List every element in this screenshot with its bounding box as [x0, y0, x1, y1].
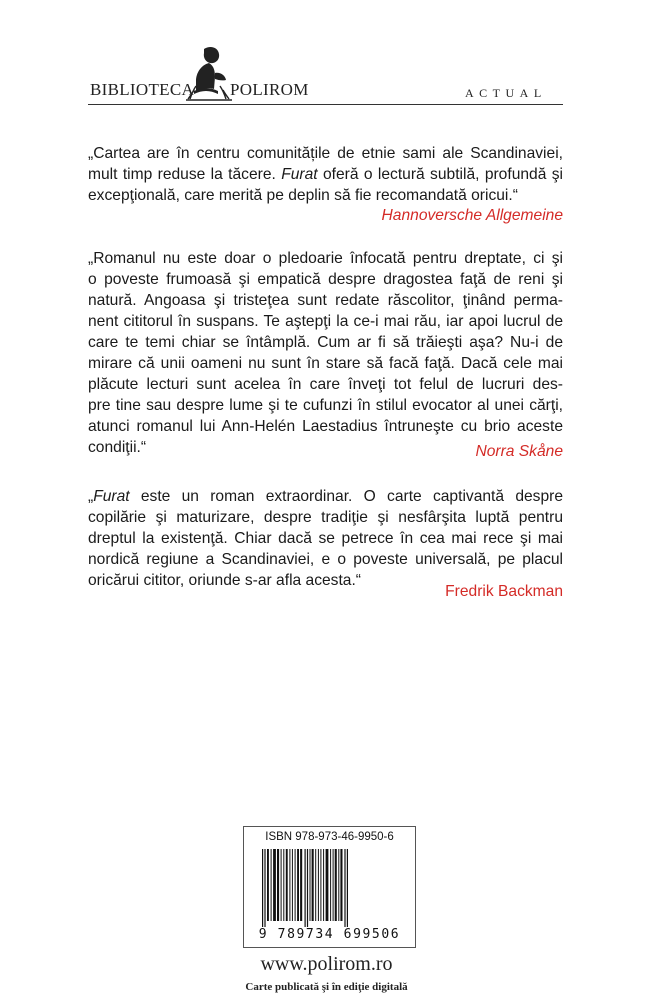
- barcode-box: [243, 826, 416, 948]
- barcode-bar: [262, 849, 263, 927]
- quote-line: „Cartea are în centru comunitățile de etnie sami ale Scandinaviei,: [88, 145, 563, 162]
- quote-line: natură. Angoasa şi tristeţea sunt redate răscolitor, ţinând perma-: [88, 292, 563, 309]
- barcode-bar: [333, 849, 334, 921]
- barcode-number: 9 789734 699506: [258, 927, 401, 942]
- quote-line: mirare că unii oameni nu sunt în stare să facă faţă. Dacă cele mai: [88, 355, 563, 372]
- review-source-1: Hannoversche Allgemeine: [381, 207, 563, 224]
- reading-figure-icon: [182, 43, 236, 101]
- quote-line: „Furat este un roman extraordinar. O carte captivantă despre: [88, 488, 563, 505]
- quote-line: dreptul la existenţă. Chiar dacă se petrece în cea mai rece şi mai: [88, 530, 563, 547]
- quote-line: o poveste frumoasă şi empatică despre dragostea faţă de reni şi: [88, 271, 563, 288]
- barcode-bar: [281, 849, 282, 921]
- barcode-bar: [271, 849, 272, 921]
- barcode-bar: [330, 849, 331, 921]
- barcode-bar: [305, 849, 306, 927]
- barcode-bar: [273, 849, 276, 921]
- barcode-bar: [340, 849, 342, 921]
- publisher-website: www.polirom.ro: [260, 953, 393, 975]
- barcode-bar: [320, 849, 321, 921]
- barcode-bar: [286, 849, 288, 921]
- barcode-bar: [300, 849, 302, 921]
- imprint-label: ACTUAL: [465, 86, 547, 100]
- barcode-icon: [258, 849, 401, 927]
- quote-line: excepţională, care merită pe deplin să fie recomandată oricui.“: [88, 187, 518, 204]
- barcode-bar: [312, 849, 314, 921]
- barcode-bar: [335, 849, 337, 921]
- review-source-3: Fredrik Backman: [445, 583, 563, 600]
- quote-line: nordică regiune a Scandinaviei, e o poveste universală, pe placul: [88, 551, 563, 568]
- quote-line: condiţii.“: [88, 439, 147, 456]
- quote-line: atunci romanul lui Ann-Helén Laestadius întruneşte cu brio aceste: [88, 418, 563, 435]
- barcode-bar: [307, 849, 308, 927]
- quote-line: mult timp reduse la tăcere. Furat oferă o lectură subtilă, profundă şi: [88, 166, 563, 183]
- barcode-bar: [344, 849, 345, 927]
- barcode-bar: [292, 849, 293, 921]
- barcode-bar: [289, 849, 290, 921]
- quote-line: „Romanul nu este doar o pledoarie înfocată pentru dreptate, ci şi: [88, 250, 563, 267]
- barcode-bar: [310, 849, 311, 921]
- barcode-bar: [283, 849, 284, 921]
- barcode-bar: [297, 849, 299, 921]
- barcode-bar: [277, 849, 279, 921]
- quote-line: copilărie şi maturizare, despre tradiţie şi nesfârşita luptă pentru: [88, 509, 563, 526]
- barcode-bar: [347, 849, 348, 927]
- review-quote-3: [88, 486, 563, 591]
- review-quote-1: [88, 143, 563, 206]
- isbn-label: ISBN 978-973-46-9950-6: [265, 831, 394, 843]
- quote-line: pre tine sau despre lume şi te cufunzi în stilul evocator al unei cărţi,: [88, 397, 563, 414]
- barcode-bar: [267, 849, 269, 921]
- barcode-bar: [326, 849, 329, 921]
- barcode-bar: [315, 849, 316, 921]
- digital-edition-note: Carte publicată şi în ediţie digitală: [245, 981, 408, 993]
- header-divider: [88, 104, 563, 105]
- quote-line: oricărui cititor, oriunde s-ar afla acesta.“: [88, 572, 362, 589]
- review-quote-2: [88, 248, 563, 458]
- series-name-right: POLIROM: [230, 80, 309, 99]
- quote-line: nent cititorul în suspans. Te aştepţi la ce-i mai rău, iar apoi lucrul de: [88, 313, 563, 330]
- barcode-bar: [264, 849, 265, 927]
- barcode-bar: [323, 849, 324, 921]
- quote-line: plăcute lecturi sunt acelea în care înveţi tot felul de lucruri des-: [88, 376, 563, 393]
- quote-line: care te temi chiar se întâmplă. Cum ar fi să trăieşti aşa? Nu-i de: [88, 334, 563, 351]
- barcode-bar: [318, 849, 319, 921]
- review-source-2: Norra Skåne: [475, 443, 563, 460]
- barcode-bar: [338, 849, 339, 921]
- barcode-bar: [295, 849, 296, 921]
- series-name-left: BIBLIOTECA: [90, 80, 195, 99]
- header: [0, 0, 653, 110]
